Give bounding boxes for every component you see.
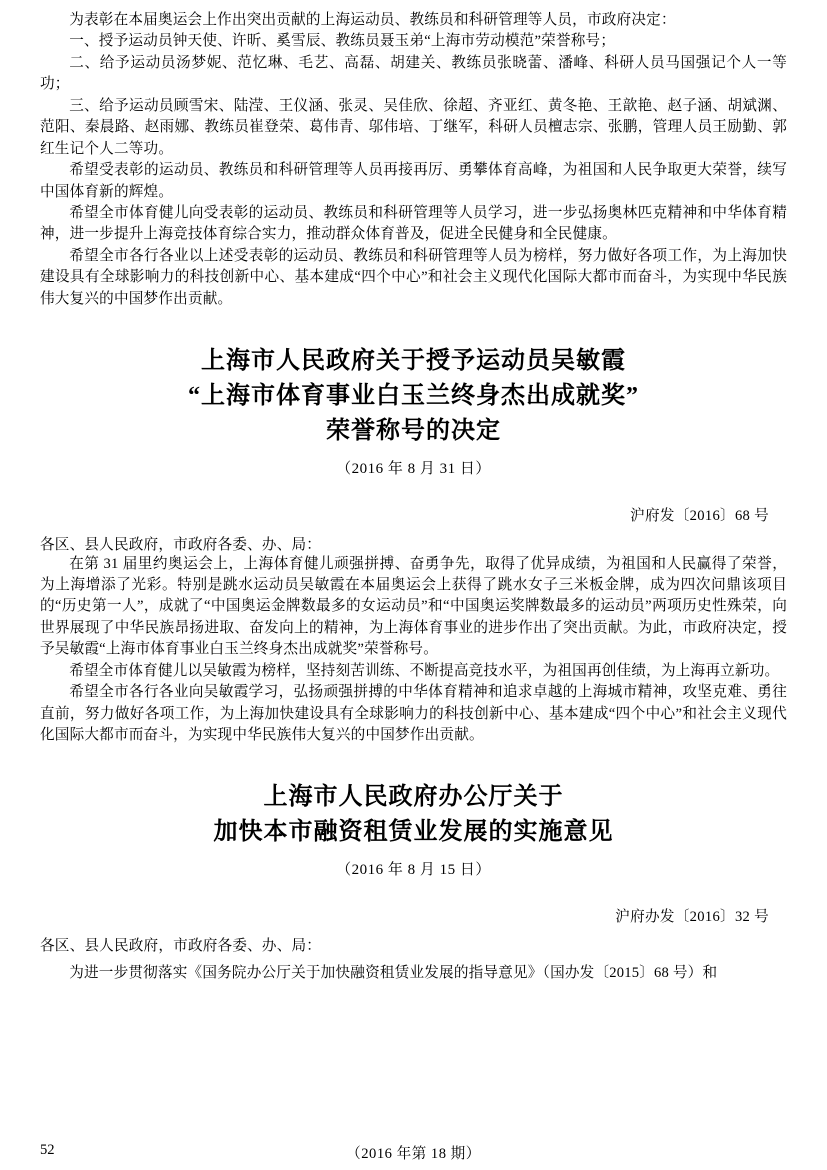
paragraph: 为表彰在本届奥运会上作出突出贡献的上海运动员、教练员和科研管理等人员，市政府决定：: [69, 12, 676, 28]
paragraph: 希望全市各行各业以上述受表彰的运动员、教练员和科研管理等人员为榜样，努力做好各项工作，为上海加快建设具有全球影响力的科技创新中心、基本建成“四个中心”和社会主义现代化国际大都市而奋斗，为实现中华民族伟大复兴的中国梦作出贡献。: [40, 247, 787, 307]
spacer: [40, 449, 787, 457]
doc3-title: [40, 780, 787, 850]
paragraph: 希望全市体育健儿向受表彰的运动员、教练员和科研管理等人员学习，进一步弘扬奥林匹克精神和中华体育精神，进一步提升上海竞技体育综合实力，推动群众体育普及，促进全民健身和全民健康。: [40, 204, 787, 243]
paragraph: 希望全市各行各业向吴敏霞学习，弘扬顽强拼搏的中华体育精神和追求卓越的上海城市精神，攻坚克难、勇往直前，努力做好各项工作，为上海加快建设具有全球影响力的科技创新中心、基本建成“四个中心”和社会主义现代化国际大都市而奋斗，为实现中华民族伟大复兴的中国梦作出贡献。: [40, 684, 787, 744]
paragraph: 二、给予运动员汤梦妮、范忆琳、毛艺、高磊、胡建关、教练员张晓蕾、潘峰、科研人员马国强记个人一等功；: [40, 54, 787, 93]
paragraph: 为进一步贯彻落实《国务院办公厅关于加快融资租赁业发展的指导意见》（国办发〔2015〕68 号）和: [69, 965, 718, 982]
spacer: [40, 310, 787, 344]
paragraph: 三、给予运动员顾雪宋、陆滢、王仪涵、张灵、吴佳欣、徐超、齐亚红、黄冬艳、王歆艳、赵子涵、胡斌渊、范阳、秦晨路、赵雨娜、教练员崔登荣、葛伟青、邬伟培、丁继军，科研人员檀志宗、张鹏，管理人员王励勤、郭红生记个人二等功。: [40, 97, 787, 157]
doc3-document-number: 沪府办发〔2016〕32 号: [615, 909, 769, 926]
doc3-section: [40, 780, 787, 984]
doc1-body: [40, 10, 787, 310]
spacer: [40, 955, 787, 963]
spacer: [40, 879, 787, 905]
doc2-date: （2016 年 8 月 31 日）: [336, 460, 491, 477]
title-line: 荣誉称号的决定: [326, 417, 501, 444]
spacer: [40, 478, 787, 504]
paragraph: 希望全市体育健儿以吴敏霞为榜样，坚持刻苦训练、不断提高竞技水平，为祖国再创佳绩，为上海再立新功。: [69, 662, 780, 679]
doc2-addressee: 各区、县人民政府，市政府各委、办、局：: [40, 536, 322, 553]
page-number: 52: [40, 1142, 55, 1158]
paragraph: 希望受表彰的运动员、教练员和科研管理等人员再接再厉、勇攀体育高峰，为祖国和人民争取更大荣誉，续写中国体育新的辉煌。: [40, 162, 787, 200]
title-line: 上海市人民政府关于授予运动员吴敏霞: [201, 348, 626, 375]
doc2-document-number: 沪府发〔2016〕68 号: [630, 507, 769, 524]
paragraph: 一、授予运动员钟天使、许昕、奚雪辰、教练员聂玉弟“上海市劳动模范”荣誉称号；: [69, 33, 616, 50]
doc2-section: [40, 344, 787, 746]
issue-label: （2016 年第 18 期）: [346, 1146, 481, 1162]
spacer: [40, 850, 787, 858]
title-line: 加快本市融资租赁业发展的实施意见: [213, 819, 614, 846]
paragraph: 在第 31 届里约奥运会上，上海体育健儿顽强拼搏、奋勇争先，取得了优异成绩，为祖国和人民赢得了荣誉，为上海增添了光彩。特别是跳水运动员吴敏霞在本届奥运会上获得了跳水女子三米板金牌，成为四次问鼎该项目的“历史第一人”，成就了“中国奥运金牌数最多的女运动员”和“中国奥运奖牌数最多的运动员”两项历史性殊荣，向世界展现了中华民族昂扬进取、奋发向上的精神，为上海体育事业的进步作出了突出贡献。为此，市政府决定，授予吴敏霞“上海市体育事业白玉兰终身杰出成就奖”荣誉称号。: [40, 555, 787, 658]
spacer: [40, 525, 787, 533]
doc2-title: [40, 344, 787, 448]
title-line: 上海市人民政府办公厅关于: [263, 784, 564, 811]
spacer: [40, 746, 787, 780]
page-footer: [40, 1142, 787, 1164]
spacer: [40, 926, 787, 934]
doc3-addressee: 各区、县人民政府，市政府各委、办、局：: [40, 938, 322, 955]
title-line: “上海市体育事业白玉兰终身杰出成就奖”: [188, 382, 639, 409]
doc3-date: （2016 年 8 月 15 日）: [336, 862, 491, 879]
